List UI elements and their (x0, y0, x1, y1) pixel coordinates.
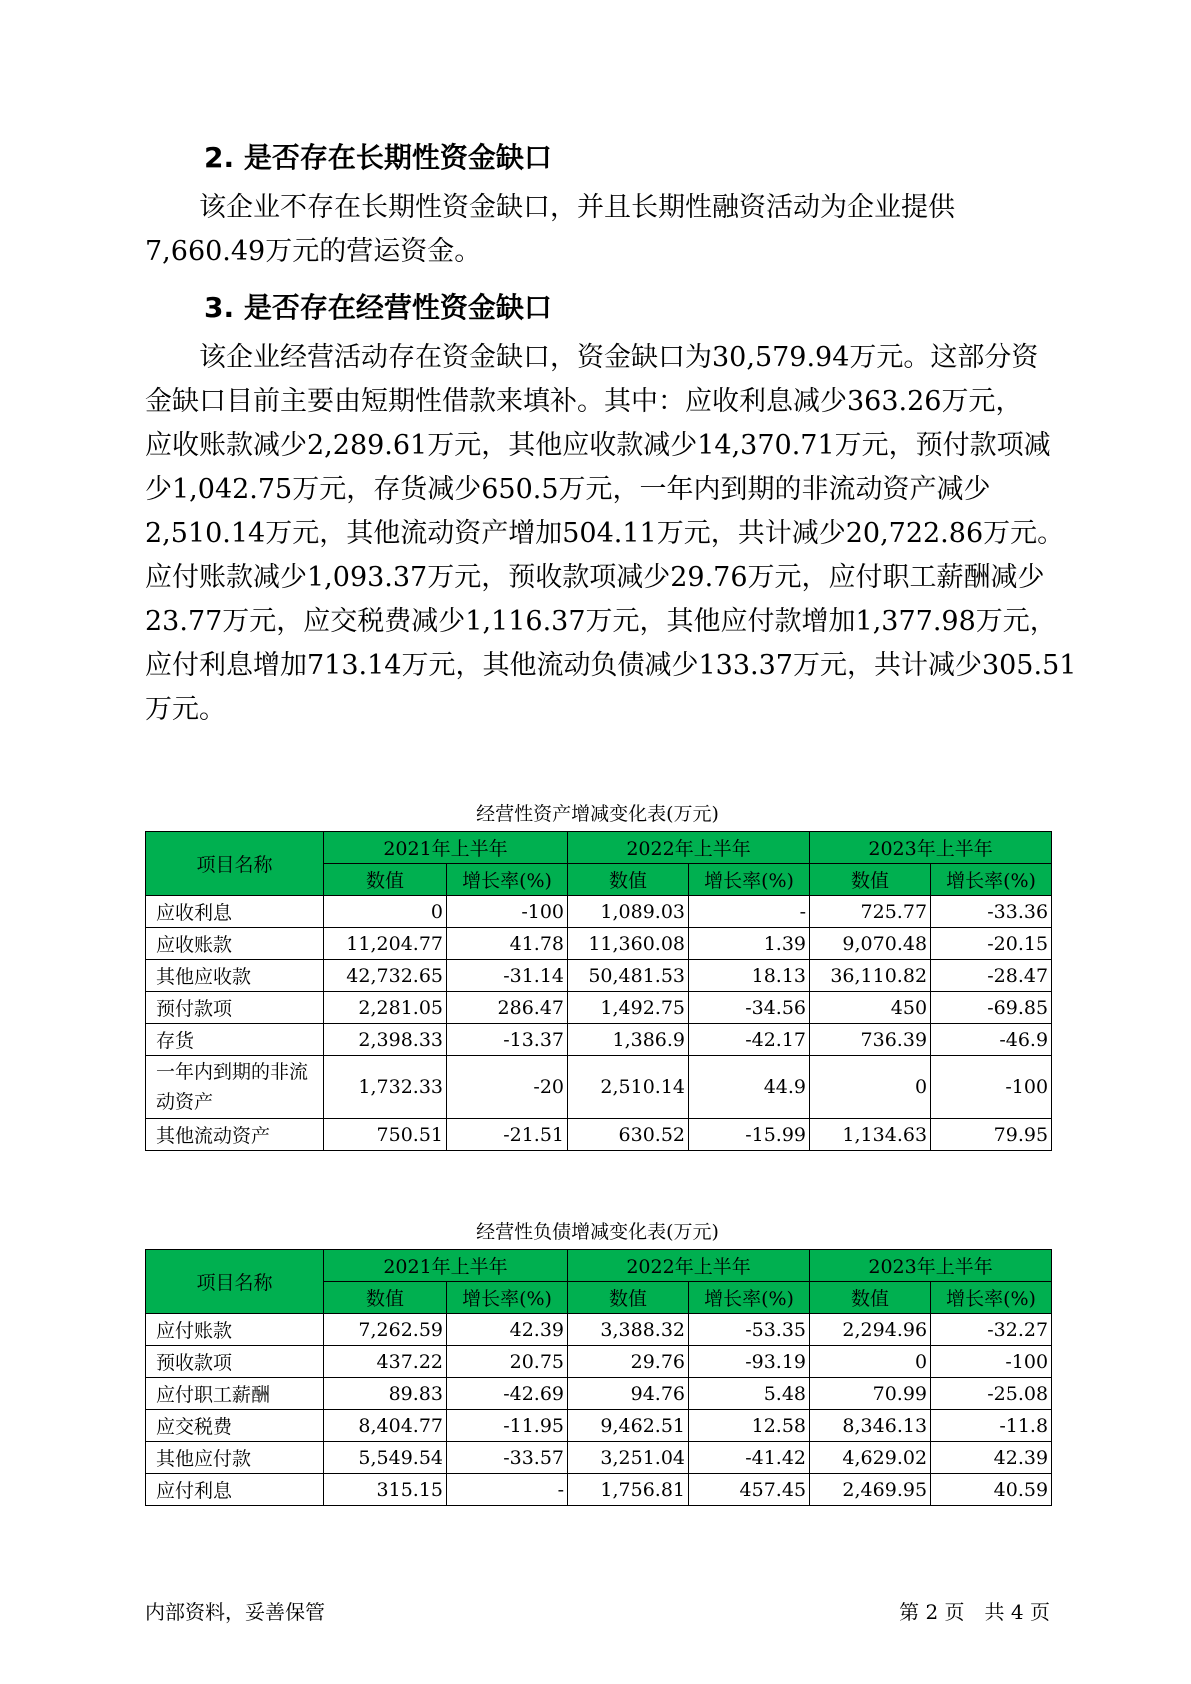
section-heading-operating-gap: 3. 是否存在经营性资金缺口 (204, 291, 552, 324)
cell-value: 630.52 (568, 1119, 689, 1151)
cell-value: 89.83 (324, 1378, 447, 1410)
header-growth-rate: 增长率(%) (689, 864, 810, 896)
cell-growth-rate: 79.95 (931, 1119, 1052, 1151)
row-item-name: 应付账款 (146, 1314, 324, 1346)
cell-value: 725.77 (810, 896, 931, 928)
table-row (146, 1119, 1052, 1151)
cell-value: 0 (810, 1056, 931, 1119)
cell-value: 750.51 (324, 1119, 447, 1151)
header-growth-rate: 增长率(%) (689, 1282, 810, 1314)
header-period: 2021年上半年 (324, 1250, 568, 1282)
cell-growth-rate: -20 (447, 1056, 568, 1119)
cell-value: 0 (810, 1346, 931, 1378)
paragraph-long-term-gap (145, 186, 1050, 274)
cell-growth-rate: -31.14 (447, 960, 568, 992)
cell-value: 4,629.02 (810, 1442, 931, 1474)
section-heading-long-term-gap: 2. 是否存在长期性资金缺口 (204, 141, 552, 174)
row-item-name: 存货 (146, 1024, 324, 1056)
row-item-name-line: 一年内到期的非流 (156, 1061, 309, 1083)
table-row (146, 1474, 1052, 1506)
paragraph-line: 万元。 (145, 694, 226, 725)
header-period: 2022年上半年 (568, 832, 810, 864)
cell-value: 11,204.77 (324, 928, 447, 960)
cell-growth-rate: -42.17 (689, 1024, 810, 1056)
cell-growth-rate: 286.47 (447, 992, 568, 1024)
header-growth-rate: 增长率(%) (447, 1282, 568, 1314)
cell-growth-rate: -28.47 (931, 960, 1052, 992)
header-growth-rate: 增长率(%) (447, 864, 568, 896)
row-item-name: 应收利息 (146, 896, 324, 928)
row-item-name: 应交税费 (146, 1410, 324, 1442)
table-row (146, 1024, 1052, 1056)
table-row (146, 928, 1052, 960)
table-row (146, 1314, 1052, 1346)
header-value: 数值 (568, 1282, 689, 1314)
cell-growth-rate: -11.8 (931, 1410, 1052, 1442)
table-row (146, 1410, 1052, 1442)
cell-value: 9,070.48 (810, 928, 931, 960)
header-period: 2023年上半年 (810, 832, 1052, 864)
paragraph-line: 23.77万元，应交税费减少1,116.37万元，其他应付款增加1,377.98万元， (145, 606, 1057, 637)
cell-growth-rate: -34.56 (689, 992, 810, 1024)
row-item-name (146, 1056, 324, 1119)
cell-growth-rate: 12.58 (689, 1410, 810, 1442)
cell-growth-rate: -25.08 (931, 1378, 1052, 1410)
cell-growth-rate: -13.37 (447, 1024, 568, 1056)
footer-confidential-note: 内部资料，妥善保管 (145, 1600, 325, 1624)
header-period: 2022年上半年 (568, 1250, 810, 1282)
cell-value: 50,481.53 (568, 960, 689, 992)
liabilities-change-table (145, 1249, 1052, 1506)
cell-growth-rate: 44.9 (689, 1056, 810, 1119)
cell-growth-rate: -15.99 (689, 1119, 810, 1151)
cell-value: 1,756.81 (568, 1474, 689, 1506)
cell-growth-rate: -33.36 (931, 896, 1052, 928)
cell-value: 3,251.04 (568, 1442, 689, 1474)
header-value: 数值 (810, 864, 931, 896)
table-row (146, 1346, 1052, 1378)
table-row (146, 960, 1052, 992)
cell-value: 8,404.77 (324, 1410, 447, 1442)
row-item-name: 预付款项 (146, 992, 324, 1024)
cell-value: 1,386.9 (568, 1024, 689, 1056)
cell-growth-rate: -69.85 (931, 992, 1052, 1024)
cell-growth-rate: -11.95 (447, 1410, 568, 1442)
paragraph-line: 应付利息增加713.14万元，其他流动负债减少133.37万元，共计减少305.51 (145, 650, 1077, 681)
header-value: 数值 (810, 1282, 931, 1314)
table-caption-liabilities: 经营性负债增减变化表(万元) (476, 1221, 719, 1243)
paragraph-line: 2,510.14万元，其他流动资产增加504.11万元，共计减少20,722.86万元。 (145, 518, 1065, 549)
cell-value: 0 (324, 896, 447, 928)
cell-growth-rate: 18.13 (689, 960, 810, 992)
cell-growth-rate: -41.42 (689, 1442, 810, 1474)
paragraph-line: 7,660.49万元的营运资金。 (145, 236, 482, 267)
cell-growth-rate: 42.39 (931, 1442, 1052, 1474)
paragraph-line: 金缺口目前主要由短期性借款来填补。其中：应收利息减少363.26万元， (145, 386, 1023, 417)
cell-value: 2,469.95 (810, 1474, 931, 1506)
cell-growth-rate: -93.19 (689, 1346, 810, 1378)
cell-value: 42,732.65 (324, 960, 447, 992)
cell-value: 2,294.96 (810, 1314, 931, 1346)
header-growth-rate: 增长率(%) (931, 864, 1052, 896)
cell-growth-rate: -100 (447, 896, 568, 928)
table-row (146, 1378, 1052, 1410)
cell-growth-rate: 1.39 (689, 928, 810, 960)
cell-value: 94.76 (568, 1378, 689, 1410)
cell-growth-rate: -42.69 (447, 1378, 568, 1410)
liabilities-table-body (146, 1314, 1052, 1506)
cell-growth-rate: -20.15 (931, 928, 1052, 960)
cell-growth-rate: 457.45 (689, 1474, 810, 1506)
paragraph-line: 该企业经营活动存在资金缺口，资金缺口为30,579.94万元。这部分资 (145, 342, 1039, 373)
cell-value: 11,360.08 (568, 928, 689, 960)
paragraph-operating-gap (145, 336, 1077, 732)
assets-table-body (146, 896, 1052, 1151)
paragraph-line: 应收账款减少2,289.61万元，其他应收款减少14,370.71万元，预付款项减 (145, 430, 1051, 461)
table-caption-assets: 经营性资产增减变化表(万元) (476, 803, 719, 825)
cell-value: 1,732.33 (324, 1056, 447, 1119)
row-item-name: 其他应付款 (146, 1442, 324, 1474)
header-period: 2021年上半年 (324, 832, 568, 864)
row-item-name: 应付利息 (146, 1474, 324, 1506)
cell-value: 2,398.33 (324, 1024, 447, 1056)
cell-growth-rate: 20.75 (447, 1346, 568, 1378)
cell-value: 1,134.63 (810, 1119, 931, 1151)
table-row (146, 1056, 1052, 1119)
cell-value: 8,346.13 (810, 1410, 931, 1442)
row-item-name: 预收款项 (146, 1346, 324, 1378)
cell-value: 1,492.75 (568, 992, 689, 1024)
cell-value: 437.22 (324, 1346, 447, 1378)
cell-value: 3,388.32 (568, 1314, 689, 1346)
cell-value: 29.76 (568, 1346, 689, 1378)
paragraph-line: 应付账款减少1,093.37万元，预收款项减少29.76万元，应付职工薪酬减少 (145, 562, 1045, 593)
cell-growth-rate: -100 (931, 1056, 1052, 1119)
cell-value: 2,510.14 (568, 1056, 689, 1119)
cell-growth-rate: -32.27 (931, 1314, 1052, 1346)
header-value: 数值 (324, 864, 447, 896)
cell-value: 2,281.05 (324, 992, 447, 1024)
row-item-name-line: 动资产 (156, 1091, 214, 1113)
cell-growth-rate: -100 (931, 1346, 1052, 1378)
cell-value: 70.99 (810, 1378, 931, 1410)
cell-growth-rate: 40.59 (931, 1474, 1052, 1506)
cell-growth-rate: -33.57 (447, 1442, 568, 1474)
cell-value: 736.39 (810, 1024, 931, 1056)
header-value: 数值 (324, 1282, 447, 1314)
table-row (146, 896, 1052, 928)
cell-value: 7,262.59 (324, 1314, 447, 1346)
cell-growth-rate: -53.35 (689, 1314, 810, 1346)
cell-growth-rate: -21.51 (447, 1119, 568, 1151)
cell-value: 450 (810, 992, 931, 1024)
assets-change-table (145, 831, 1052, 1151)
table-row (146, 1442, 1052, 1474)
header-value: 数值 (568, 864, 689, 896)
cell-growth-rate: 5.48 (689, 1378, 810, 1410)
header-period: 2023年上半年 (810, 1250, 1052, 1282)
cell-value: 5,549.54 (324, 1442, 447, 1474)
paragraph-line: 少1,042.75万元，存货减少650.5万元，一年内到期的非流动资产减少 (145, 474, 991, 505)
cell-value: 9,462.51 (568, 1410, 689, 1442)
footer-page-number: 第 2 页 共 4 页 (899, 1600, 1050, 1624)
paragraph-line: 该企业不存在长期性资金缺口，并且长期性融资活动为企业提供 (145, 192, 955, 223)
header-growth-rate: 增长率(%) (931, 1282, 1052, 1314)
header-item-name: 项目名称 (146, 1250, 324, 1314)
cell-growth-rate: 42.39 (447, 1314, 568, 1346)
table-row (146, 992, 1052, 1024)
cell-growth-rate: - (447, 1474, 568, 1506)
cell-value: 315.15 (324, 1474, 447, 1506)
cell-growth-rate: - (689, 896, 810, 928)
cell-value: 1,089.03 (568, 896, 689, 928)
row-item-name: 应付职工薪酬 (146, 1378, 324, 1410)
row-item-name: 其他应收款 (146, 960, 324, 992)
cell-value: 36,110.82 (810, 960, 931, 992)
cell-growth-rate: -46.9 (931, 1024, 1052, 1056)
header-item-name: 项目名称 (146, 832, 324, 896)
row-item-name: 其他流动资产 (146, 1119, 324, 1151)
cell-growth-rate: 41.78 (447, 928, 568, 960)
row-item-name: 应收账款 (146, 928, 324, 960)
